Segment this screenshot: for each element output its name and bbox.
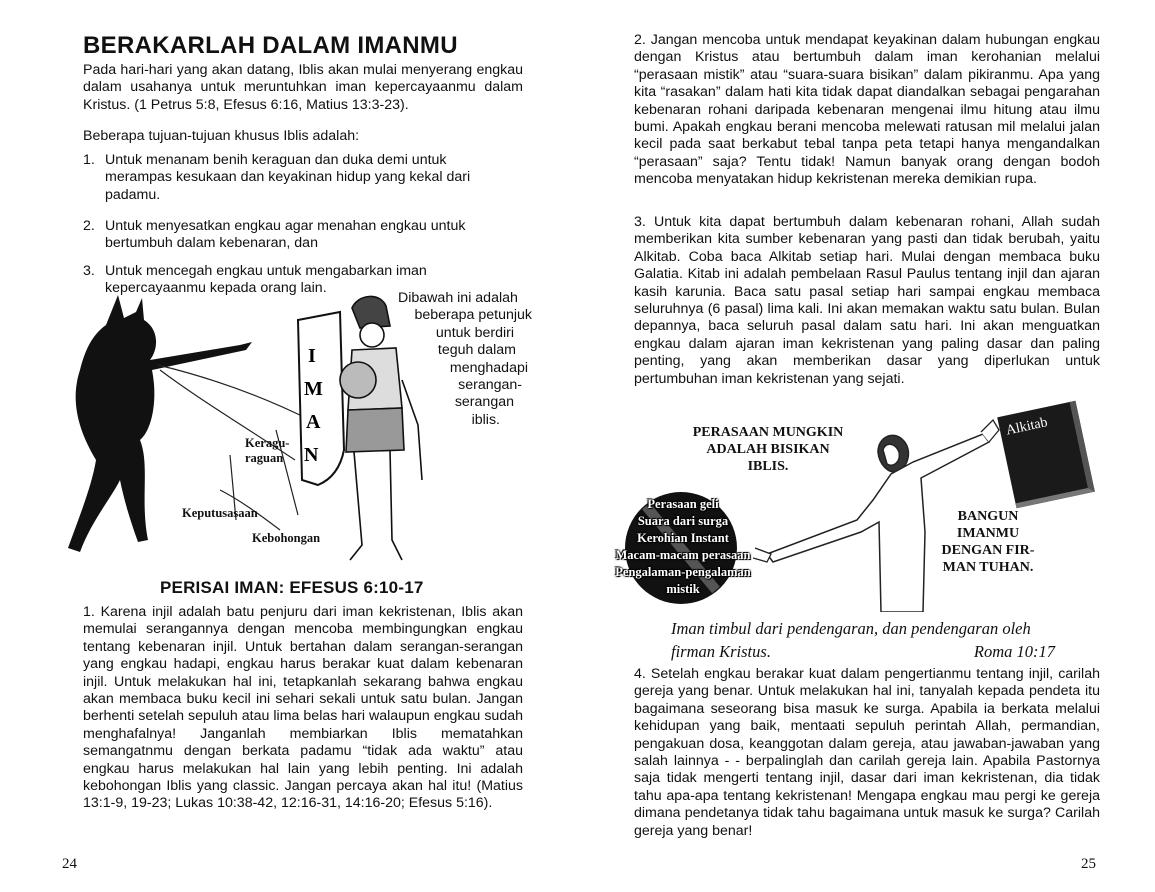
verse-quote: Iman timbul dari pendengaran, dan pendengaran oleh firman Kristus. Roma 10:17 — [671, 619, 1055, 661]
feelings-caption: PERASAAN MUNGKIN ADALAH BISIKAN IBLIS. — [692, 425, 844, 474]
shield-letter-i: I — [308, 345, 316, 367]
point-2-paragraph: 2. Jangan mencoba untuk mendapat keyakinan dalam hubungan engkau dengan Kristus atau bertumbuh dalam iman kerohanian melalui “perasaan mistik” atau “suara-suara bisikan” dalam pikiranmu. Apa yang kita “rasakan” dalam hati kita tidak dapat diandalkan sebagai pengarahan kebenaran rohani daripada kebenaran mengenai ilmu hitung atau ilmu bumi. Apakah engkau berani mencoba melewati ratusan mil melalui jalan kecil pada saat berkabut tebal tanpa peta tetapi hanya mengandalkan “perasaan” saja? Tentu tidak! Namun banyak orang dengan bodoh mencoba menyatakan hidup kekristenan mereka demikian rupa. — [634, 32, 1100, 188]
left-page — [0, 0, 577, 892]
goals-heading: Beberapa tujuan-tujuan khusus Iblis adalah: — [83, 128, 360, 144]
point-3-paragraph: 3. Untuk kita dapat bertumbuh dalam kebenaran rohani, Allah sudah memberikan kita sumber kebenaran yang pasti dan tidak berubah, yaitu Alkitab. Coba baca Alkitab setiap hari. Mulai dengan membaca buku Galatia. Kitab ini adalah pembelaan Rasul Paulus tentang injil dan ajaran kasih karunia. Baca satu pasal setiap hari sampai engkau membaca seluruhnya (6 pasal) lima kali. Ini akan memakan waktu satu bulan. Bulan depannya, baca seluruh pasal dalam satu hari. Ini akan menguatkan engkau dalam ajaran iman kekristenan yang paling dasar dan paling penting, yang akan memberikan dasar yang diperlukan untuk pertumbuhan iman kekristenan yang sejati. — [634, 214, 1100, 387]
shield — [298, 312, 344, 485]
goal-item-1: 1. Untuk menanam benih keraguan dan duka demi untuk merampas kesukaan dan keyakinan hidup yang kekal dari padamu. — [83, 152, 471, 203]
label-lies: Kebohongan — [252, 531, 321, 545]
right-page — [578, 0, 1155, 892]
label-despair: Keputusasaan — [182, 506, 258, 520]
verse-reference: Roma 10:17 — [973, 642, 1055, 661]
page-title: BERAKARLAH DALAM IMANMU — [83, 32, 458, 59]
bible-label: Alkitab — [1004, 415, 1049, 439]
shield-letter-m: M — [304, 378, 323, 400]
label-doubt: Keragu- raguan — [245, 436, 290, 465]
goal-item-2: 2. Untuk menyesatkan engkau agar menahan engkau untuk bertumbuh dalam kebenaran, dan — [83, 218, 466, 252]
shield-letter-n: N — [304, 444, 319, 466]
shield-letter-a: A — [306, 411, 321, 433]
point-1-paragraph: 1. Karena injil adalah batu penjuru dari iman kekristenan, Iblis akan memulai serangannya dengan mencoba membingungkan engkau tentang kebenaran injil. Untuk bertahan dalam serangan-serangan yang engkau hadapi, engkau harus berakar kuat dalam kebenaran injil. Untuk melakukan hal ini, tetapkanlah sekarang bahwa engkau akan membaca buku kecil ini sehari sekali untuk satu bulan. Jangan berhenti setelah sepuluh atau lima belas hari walaupun engkau sudah menghafalnya! Janganlah membiarkan Iblis mematahkan semangatnmu dengan berkata padamu “tidak ada waktu” atau engkau harus melakukan hal lain yang lebih penting. Ini adalah kebohongan Iblis yang classic. Jangan percaya akan hal itu! (Matius 13:1-9, 19-23; Lukas 10:38-42, 12:16-31, 14:16-20; Efesus 5:16). — [83, 604, 523, 812]
goal-item-3: 3. Untuk mencegah engkau untuk mengabarkan iman kepercayaanmu kepada orang lain. — [83, 263, 427, 297]
build-caption: BANGUN IMANMU DENGAN FIR- MAN TUHAN. — [941, 509, 1035, 575]
page-number-right: 25 — [1081, 856, 1096, 872]
section-heading: PERISAI IMAN: EFESUS 6:10-17 — [160, 578, 424, 597]
page-number-left: 24 — [62, 856, 77, 872]
point-4-paragraph: 4. Setelah engkau berakar kuat dalam pengertianmu tentang injil, carilah gereja yang benar. Untuk melakukan hal ini, tanyalah kepada pendeta itu bagaimana seseorang bisa masuk ke surga. Apabila ia berkata melalui kehidupan yang baik, mentaati sepuluh perintah Allah, permandian, pengakuan dosa, keanggotan dalam gereja, atau jawaban-jawaban yang salah lainnya - - berpalinglah dan carilah gereja lain. Apabila Pastornya saja tidak mengerti tentang injil, dasar dari iman kekristenan, dia tidak tahu apa-apa tentang kekristenan! Mengapa engkau mau pergi ke gereja dimana pendetanya tidak tahu bagaimana untuk masuk ke surga? Carilah gereja yang benar! — [634, 666, 1100, 839]
side-note: Dibawah ini adalah beberapa petunjuk untuk berdiri teguh dalam menghadapi serangan- serangan iblis. — [398, 290, 532, 428]
intro-paragraph: Pada hari-hari yang akan datang, Iblis akan mulai menyerang engkau dalam usahanya untuk meruntuhkan iman kepercayaanmu dalam Kristus. (1 Petrus 5:8, Efesus 6:16, Matius 13:3-23). — [83, 62, 523, 113]
prohibited-feelings-stamp: Perasaan geli Suara dari surga Kerohian Instant Macam-macam perasaan Pengalaman-pengalaman mistik — [608, 486, 758, 610]
